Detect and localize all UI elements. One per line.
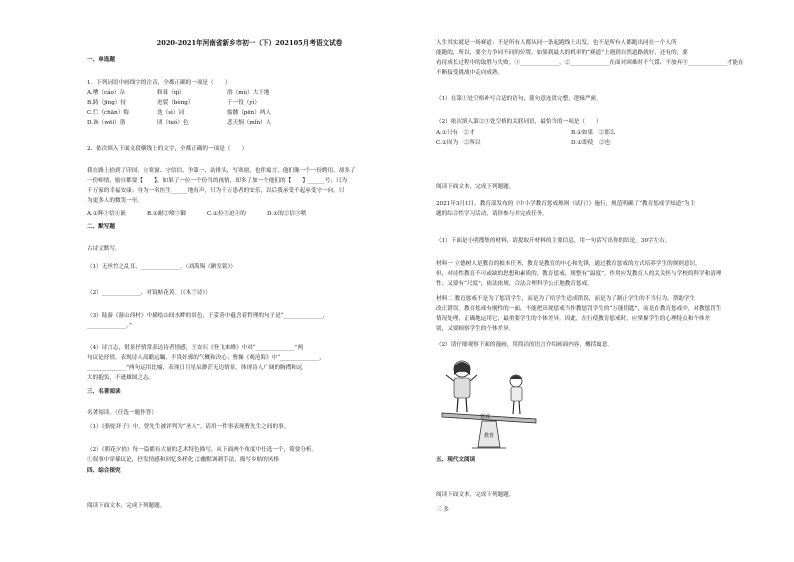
sub-question-3: （1）下面是小明搜集的材料，请提取开材料的主要信息，用一句话写出你的结论。30字左右。 bbox=[436, 238, 671, 244]
material-2-line1: 材料二 教育惩戒不是为了惩罚学生，而是为了给学生适成错误，而是为了制止学生的不当行为，帮助学生 bbox=[436, 296, 696, 302]
q1-option-c: C.伫（chān）悔 迭（sì）词 骷髅（pēn）两人 bbox=[87, 110, 272, 116]
boy-figure bbox=[510, 375, 522, 414]
q3-item-4-cont2: ______________”两句运用比喻，表现日月星辰渺茫无边情景，体现诗人广阔的胸襟和远 bbox=[87, 365, 303, 371]
material-1-line1: 材料一 立德树人是教育的根本任务，教育是教育的中心和先锋，通过教育惩戒的方式培养学生的规则意识， bbox=[436, 261, 701, 267]
section-comprehensive: 四、综合探究 bbox=[87, 468, 121, 474]
q3-item-4-cont3: 大的抱负，不逊雄图之志。 bbox=[87, 375, 155, 381]
q1-option-a: A.嘈（cáo）杂 修葺（qì） 浴（mù）大千地 bbox=[87, 90, 270, 96]
section-modern-reading: 五、现代文阅读 bbox=[436, 457, 476, 463]
q1-option-d: D.诙（wēi）谐 团（tuó）色 悲天悯（mǐn）人 bbox=[87, 120, 272, 126]
q2-passage-line1: 我在路上拾到了印国，立寒窗、守信信、争第一、站排头，写寒窗，也伴寓言，他们像一个一份聘用，却多了 bbox=[87, 168, 356, 174]
passage-line4: 不断接受挑战中走向成熟。 bbox=[436, 70, 504, 76]
q2-options: A.①辉③信④嵌 B.①耐②喷⑤御 C.①拉③迫④的 D.①的②信③喷 bbox=[87, 211, 307, 217]
q2-passage-line2: 一份师情，励自都要【 】，如果了一位一个份当的孩情，却多了加一个他们的【 】______号，只为 bbox=[87, 178, 348, 184]
sub-question-4: （2）请仔细观察下面的漫画，用简洁的语言介绍画面内容，概括寓意。 bbox=[436, 342, 613, 348]
question-1: 1．下列词语中画线字的注音，全都正确的一项是（ ） bbox=[87, 80, 231, 86]
material-1-line2: 但，对待性教育不可或缺的思想和素质的，教育惩戒，规整有“温度”，作用应发教育人的关关怀与学校的科学和清理 bbox=[436, 271, 722, 277]
section-classics: 三、名著阅读 bbox=[87, 389, 121, 395]
material-2-line4: 别，又要顾察学生的个体差异。 bbox=[436, 326, 515, 332]
q3-item-4-cont1: 句议论抒情，表现诗人高瞻远瞩、不畏奸邪的气概和决心；曹操《观沧海》中“______________， bbox=[87, 355, 325, 361]
q2-passage-line3: 千万家的幸福安康；身为一名医生______地有声，只为千万患者的安乐，以后我承受不起承受守一向，只 bbox=[87, 188, 345, 194]
q4-item-1: （1）《骆驼祥子》中，曾先生被评判为“圣人”。请用一件事表现曹先生之间的事。 bbox=[87, 424, 290, 430]
read-instruction: 阅读下面文本，完成下列题题。 bbox=[87, 503, 166, 509]
material-2-line2: 改正错误。教育惩戒有刚性的一面，不能把出现惩戒当作教惩罚学生的“万能钥匙”，而是在教育惩戒中，对教惩罚生 bbox=[436, 306, 722, 312]
girl-figure bbox=[446, 361, 477, 412]
seesaw-cartoon bbox=[436, 355, 546, 453]
board-label: 惩戒 bbox=[480, 414, 491, 420]
section-single-choice: 一、单选题 bbox=[87, 57, 115, 63]
q3-item-1: （1）无丝竹之乱耳，______________。（刘禹锡《陋室铭》） bbox=[87, 264, 236, 270]
base-label: 教育 bbox=[484, 433, 495, 439]
exam-title: 2020-2021年河南省新乡市初一（下）202105月考语文试卷 bbox=[156, 39, 343, 47]
passage-line1: 人生其实就是一场赛道：不是所有人都从同一条起跑线上出发，也不是所有人都跑出同在一个人所 bbox=[436, 40, 677, 46]
sub-q2-options-row2: C.①因为 ②所以 D.①即使 ②也 bbox=[436, 140, 611, 146]
q3-item-3: （3）陆游《游山西村》中描绘山间水畔的景色，于妥善中蕴含着哲理的句子是“______________， bbox=[87, 313, 329, 319]
q1-option-b: B.踌（jīng）持 迸裂（bèng） 于一役（yì） bbox=[87, 100, 260, 106]
read-instruction-3: 阅读下面文本，完成下列题题。 bbox=[436, 492, 515, 498]
q3-item-4: （4）诗言志，借景抒情常表达诗者情感，王安石《登飞来峰》中对“______________”两 bbox=[87, 345, 304, 351]
section-recitation: 二、默写题 bbox=[87, 224, 115, 230]
poem-title: 三 多 bbox=[436, 507, 449, 513]
passage-line3: 看待成长过程中的取胜与失败。①______________，②______________在面对困难时不气馁、不放弃③______________才能在 bbox=[436, 60, 744, 66]
material-intro-line2: 题的综合性学习活动，请你参与并完成任务。 bbox=[436, 211, 548, 217]
q4-item-2-cont: ①叙事中穿插议论，抒发情感和回忆多样化 ②幽默讽刺手法，描写乡贴的风格 bbox=[87, 457, 279, 463]
q4-intro: 名著阅读。（任选一题作答） bbox=[87, 410, 157, 416]
material-2-line3: 情况处理，正确地运用它，最重要学生的个体差异。因此，在行使教育惩戒时，应掌握学生的心理特点和个体差 bbox=[436, 316, 711, 322]
sub-question-2: （2）依次填入第②③处空格的关联词语，最恰当的一项是（ ） bbox=[436, 119, 602, 125]
q3-intro: 古诗文默写。 bbox=[87, 246, 121, 252]
q3-item-3-cont: ______________。” bbox=[87, 323, 132, 329]
material-intro-line1: 2021年3月1日，教育部发布的《中小学教育惩戒规则（试行）》施行，规范明确了“教育惩戒学知道”为主 bbox=[436, 201, 696, 207]
read-instruction-2: 阅读下面文本，完成下列题题。 bbox=[436, 184, 515, 190]
material-1-line3: 性；又要有“尺度”，依法依规，合法合理科学公正地教育惩戒。 bbox=[436, 281, 593, 287]
q3-item-2: （2）______________，对镜帖花黄。（《木兰诗》） bbox=[87, 290, 211, 296]
q2-passage-line4: 为更多人的微笑一至。 bbox=[87, 198, 143, 204]
sub-q2-options-row1: A.①只有 ②才 B.①如果 ②那么 bbox=[436, 130, 616, 136]
q4-item-2: （2）《朝花夕拾》每一篇都有大量的艺术特色描写，从下面两个角度中任选一个，简要分析。 bbox=[87, 447, 318, 453]
question-2: 2．依次填入下面文段横线上的文字，全都正确的一项是（ ） bbox=[87, 146, 248, 152]
passage-line2: 能跑的，所以，要全力争同不同的位置，如果到最大的机率的“赛道”上遇到自然道路就好，还有的，要 bbox=[436, 50, 688, 56]
sub-question-1: （1）在第①处空格补写合适的语句，使句意连贯完整，逻辑严密。 bbox=[436, 96, 602, 102]
